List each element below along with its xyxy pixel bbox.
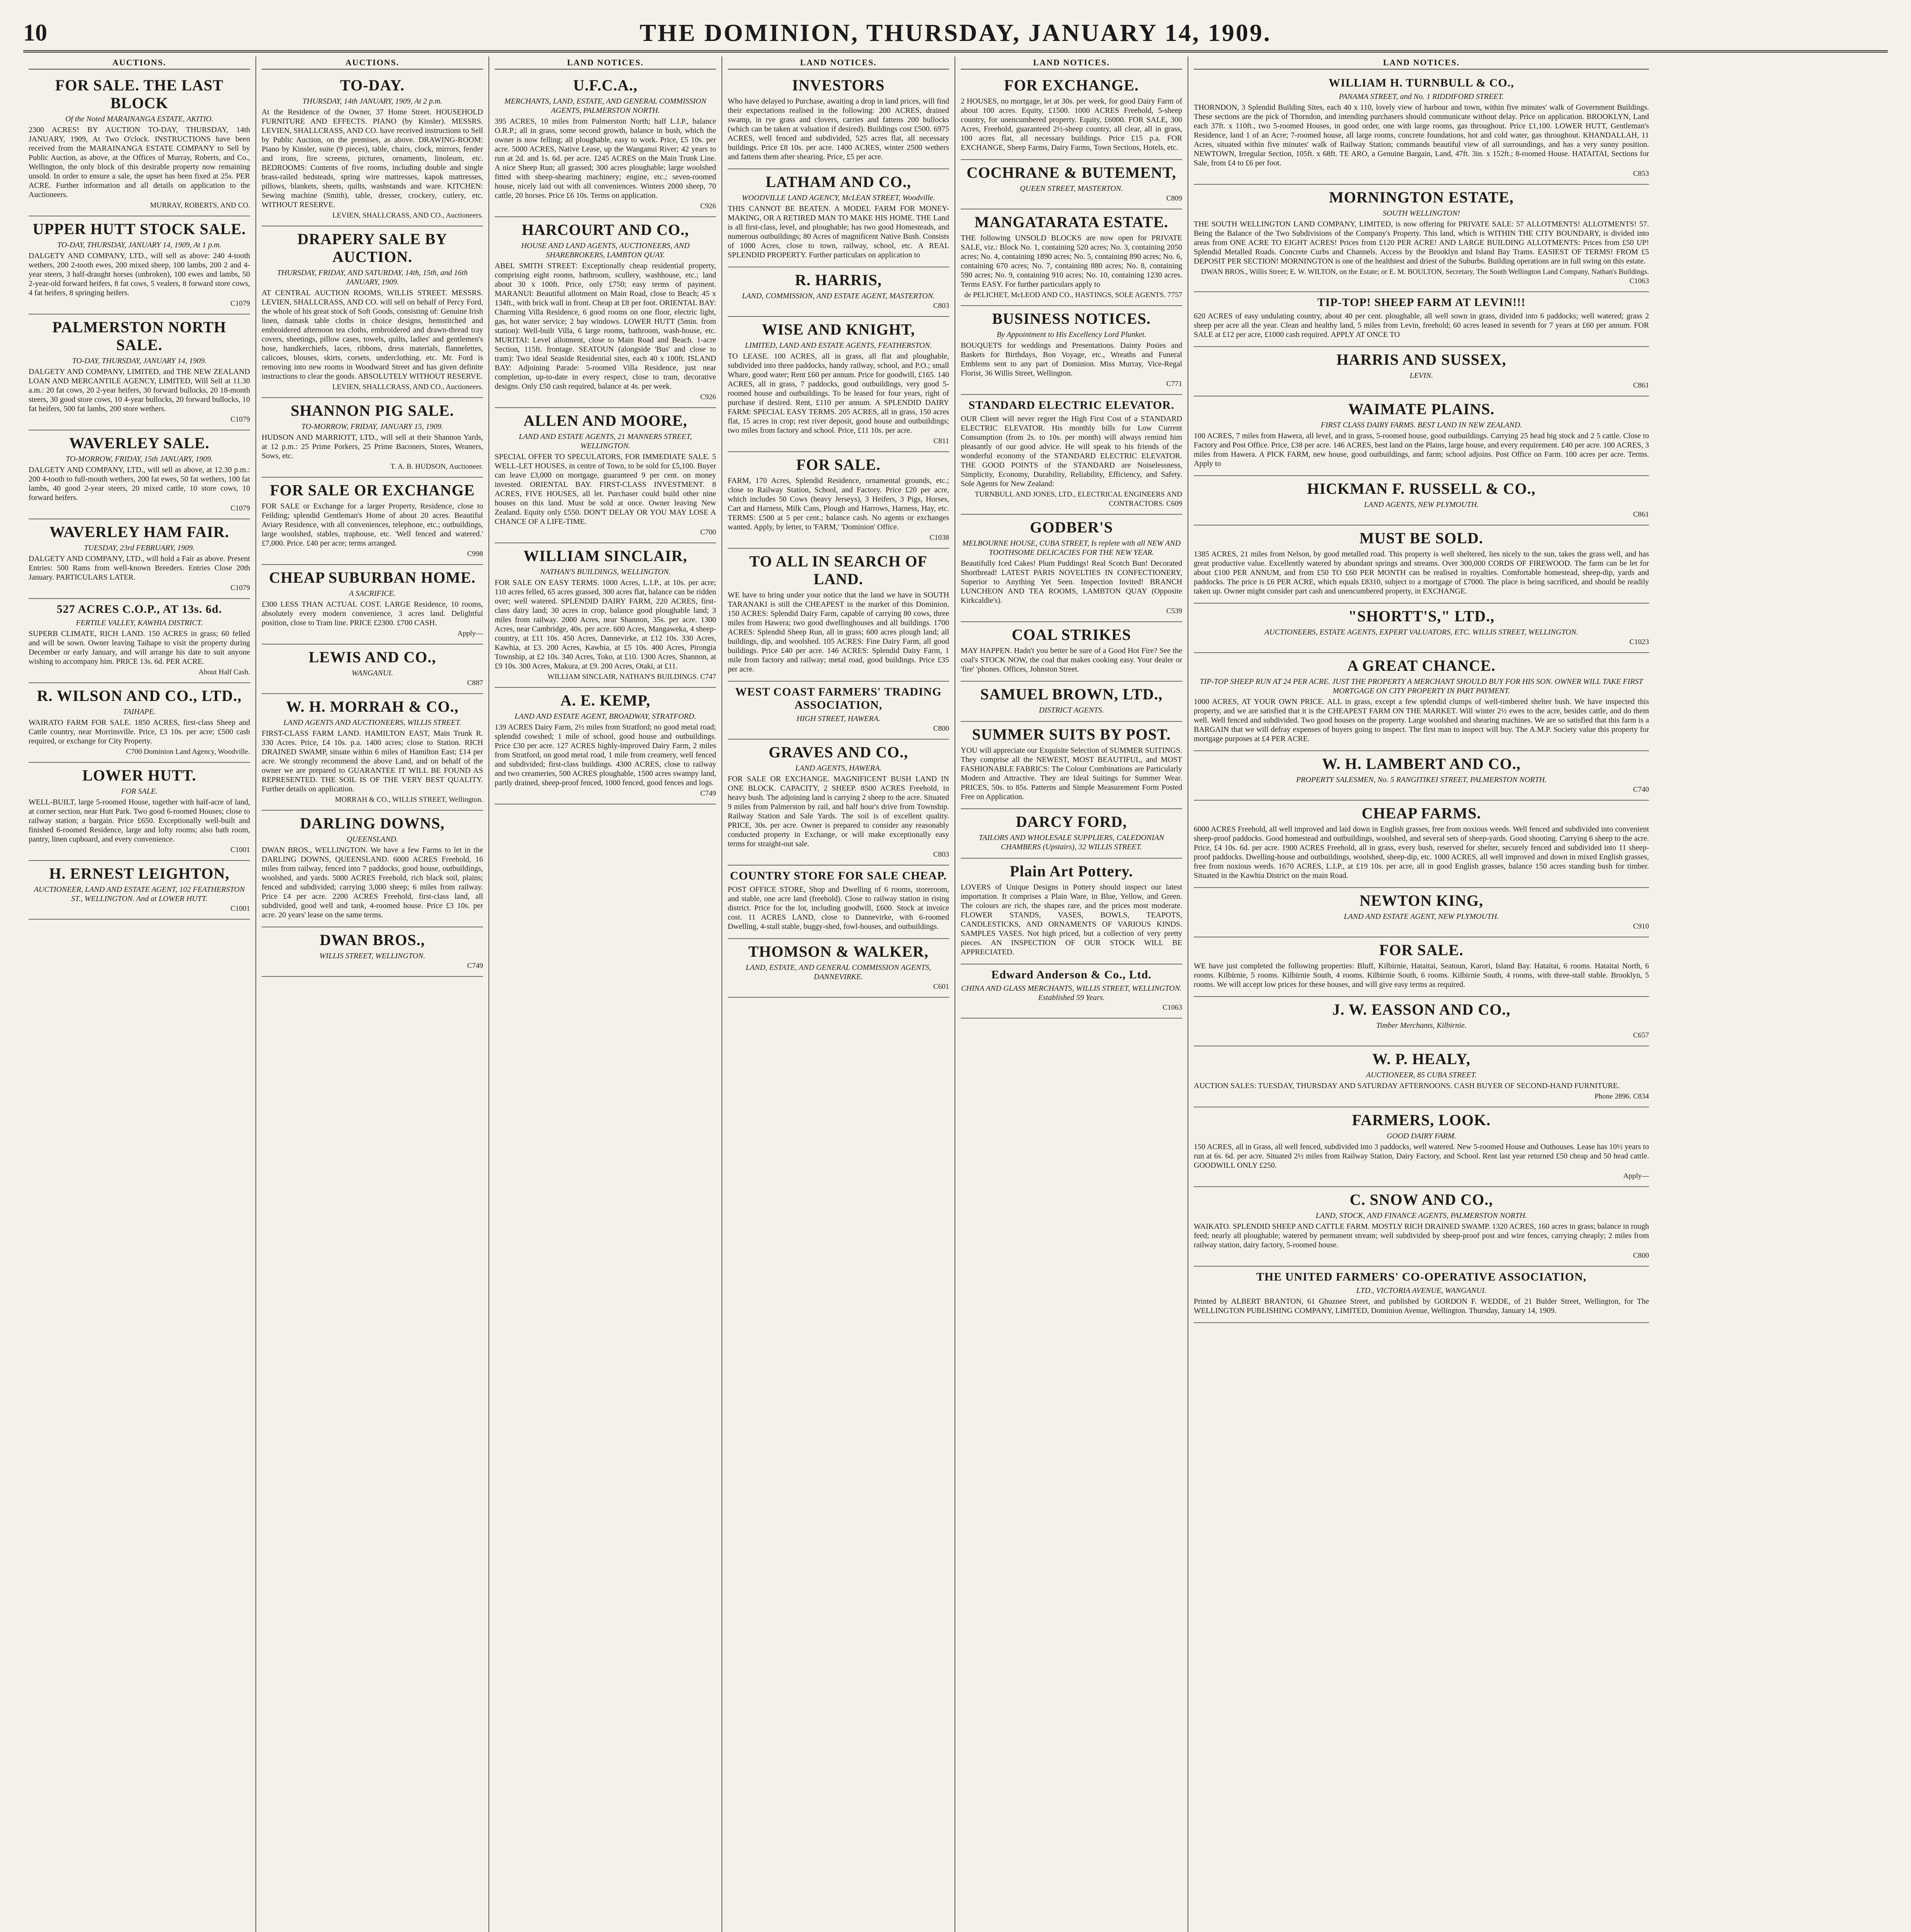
advertisement — [961, 306, 1182, 395]
ad-subtitle: DISTRICT AGENTS. — [1039, 706, 1104, 714]
ad-title: MANGATARATA ESTATE. — [974, 213, 1169, 231]
ad-signature: C601 — [933, 983, 949, 991]
advertisement — [728, 740, 949, 866]
advertisement — [1194, 526, 1649, 604]
ad-signature: C861 — [1633, 381, 1649, 389]
advertisement — [728, 169, 949, 267]
ad-body: WE have to bring under your notice that the land we have in SOUTH TARANAKI is still the CHEAPEST in the market of this Dominion. 150 ACRES: Splendid Dairy Farm, capable of carrying 80 cows, three miles from Hawera; two good dwellinghouses and all buildings. 1700 ACRES: Splendid Sheep Run, all in grass; 600 acres plough land; all buildings, dip, and woolshed. 105 ACRES: Fine Dairy Farm, all good buildings. Price £40 per acre. 146 ACRES: Splendid Dairy Farm, 1 mile from factory and railway; metal road, good buildings. Price £35 per acre. — [728, 591, 949, 673]
ad-signature: About Half Cash. — [198, 668, 250, 676]
advertisement — [29, 216, 250, 315]
ad-subtitle: LAND, COMMISSION, AND ESTATE AGENT, MASTERTON. — [742, 292, 935, 300]
advertisement — [1194, 604, 1649, 653]
advertisement — [728, 452, 949, 549]
ad-signature: C926 — [700, 393, 716, 401]
advertisement — [29, 763, 250, 861]
ad-signature: TURNBULL AND JONES, LTD., ELECTRICAL ENGINEERS AND CONTRACTORS. C609 — [975, 490, 1182, 508]
ad-title: SHANNON PIG SALE. — [291, 402, 454, 419]
ad-body: 6000 ACRES Freehold, all well improved and laid down in English grasses, free from noxious weeds. Well fenced and subdivided into convenient sheep-proof paddocks. Good homestead and outbuildings, woolshed, and several sets of sheep-yards. Good shooting. Carrying 6 sheep to the acre. Price, £4 10s. 6d. per acre. 1900 ACRES Freehold, all in grass, every bush, reserved for shelter, securely fenced and subdivided into 11 sheep-proof paddocks. Dwelling-house and outbuildings, woolshed, sheep-dip, etc. 1000 ACRES, all well improved and down in mixed English grasses, free from noxious weeds. 1670 ACRES, L.I.P., at £19 10s. per acre, all in good English grasses, balance 150 acres standing bush for timber. Situated in the Kawhia District on the main Road. — [1194, 825, 1649, 880]
advertisement — [961, 809, 1182, 859]
ad-subtitle: LAND AND ESTATE AGENTS, 21 MANNERS STREET, WELLINGTON. — [519, 432, 692, 450]
ad-subtitle: TUESDAY, 23rd FEBRUARY, 1909. — [84, 544, 195, 552]
ad-subtitle: TO-MORROW, FRIDAY, JANUARY 15, 1909. — [301, 422, 443, 431]
advertisement — [262, 478, 483, 565]
advertisement — [29, 861, 250, 920]
ad-body: DALGETY AND COMPANY, LTD., will hold a Fair as above. Present Entries: 500 Rams from well-known Breeders. Entries Close 20th January. PARTICULARS LATER. — [29, 554, 250, 582]
advertisement — [29, 430, 250, 519]
advertisement — [495, 688, 716, 804]
ad-subtitle: TIP-TOP SHEEP RUN AT 24 PER ACRE. JUST THE PROPERTY A MERCHANT SHOULD BUY FOR HIS SON. OWNER WILL TAKE FIRST MORTGAGE ON CITY PROPERTY IN PART PAYMENT. — [1200, 677, 1643, 695]
ad-body: 139 ACRES Dairy Farm, 2½ miles from Stratford; no good metal road; splendid cowshed; 1 mile of school, good house and outbuildings. Price £30 per acre. 127 ACRES highly-improved Dairy Farm, 2 miles from Stratford, on good metal road, 1 mile from creamery, well fenced and subdivided; first-class buildings. 4300 ACRES, close to railway and two creameries, 500 ACRES ploughable, 1500 acres swampy land, partly drained, sheep-proof fenced, 1000 fenced, good fences and logs. — [495, 723, 716, 787]
ad-title: INVESTORS — [792, 77, 885, 94]
ad-signature: Apply— — [457, 629, 483, 638]
ad-body: THORNDON, 3 Splendid Building Sites, each 40 x 110, lovely view of harbour and town, within five minutes' walk of Government Buildings. These sections are the pick of Thorndon, and intending purchasers should communicate without delay. Price on application. BROOKLYN, Land each 37ft. x 110ft., two 5-roomed Houses, in good order, one with large rooms, gas throughout. Price £1,100. LOWER HUTT, Gentleman's Residence, land 1 of an Acre; 7-roomed house, all large rooms, concrete foundations, hot and cold water, gas throughout. KHANDALLAH, 11 Acres, situated within five minutes' walk of Railway Station; commands beautiful view of all surroundings, and has a very sunny position. NEWTOWN, Irregular Section, 105ft. x 68ft. TE ARO, a Genuine Bargain, Land, 47ft. 3in. x 152ft.; 8-roomed House. HATAITAI, Sections for Sale, from £4 to £6 per foot. — [1194, 103, 1649, 167]
ad-title: R. HARRIS, — [795, 271, 882, 289]
ad-subtitle: WOODVILLE LAND AGENCY, McLEAN STREET, Woodville. — [742, 194, 935, 202]
ad-signature: C809 — [1166, 194, 1182, 202]
column-heading: LAND NOTICES. — [961, 56, 1182, 70]
advertisement — [1194, 292, 1649, 347]
ad-title: Edward Anderson & Co., Ltd. — [991, 968, 1152, 981]
ad-subtitle: QUEEN STREET, MASTERTON. — [1019, 184, 1123, 193]
ad-subtitle: TO-DAY, THURSDAY, JANUARY 14, 1909. — [72, 357, 207, 365]
advertisement — [961, 859, 1182, 964]
ad-body: DALGETY AND COMPANY, LTD., will sell as above: 240 4-tooth wethers, 200 2-tooth ewes, 200 mixed sheep, 100 lambs, 200 2 and 4-year steers, 3 half-draught horses (unbroken), 100 ewes and lambs, 50 2-year-old forward heifers, 8 fat cows, 5 vealers, 8 forward store cows, 4 fat heifers, 8 springing heifers. — [29, 252, 250, 297]
ad-body: THIS CANNOT BE BEATEN. A MODEL FARM FOR MONEY-MAKING, OR A RETIRED MAN TO MAKE HIS HOME. THE Land is all first-class, level, and ploughable; has two good Homesteads, and numerous outbuildings; 80 Acres of magnificent Native Bush. Consists of 1000 Acres, close to town, railway, school, etc. A REAL SPLENDID PROPERTY. Further particulars on application to — [728, 204, 949, 259]
ad-title: W. H. MORRAH & CO., — [286, 698, 459, 715]
ad-subtitle: TAIHAPE. — [123, 707, 156, 716]
ad-title: TO-DAY. — [340, 77, 405, 94]
ad-signature: C749 — [467, 962, 483, 970]
ad-title: BUSINESS NOTICES. — [992, 310, 1151, 327]
ad-body: 1000 ACRES, AT YOUR OWN PRICE. ALL in grass, except a few splendid clumps of well-timbered shelter bush. We have inspected this property, and we are satisfied that it is the CHEAPEST FARM ON THE MARKET. Will winter 2½ ewes to the acre, besides cattle, and do them well. Well fenced and subdivided. Two good houses on the property. Large woolshed and shearing machines. We are so satisfied that this farm is a BARGAIN that we will defray expenses of buyers going to inspect. The first man to inspect will buy. The A.M.P. Society value this property for mortgage purposes at £4 PER ACRE. — [1194, 697, 1649, 743]
ad-subtitle: TO-DAY, THURSDAY, JANUARY 14, 1909, At 1 p.m. — [57, 241, 221, 249]
advertisement — [495, 217, 716, 408]
advertisement — [262, 811, 483, 927]
ad-title: ALLEN AND MOORE, — [523, 412, 687, 429]
advertisement — [961, 209, 1182, 306]
ad-title: MORNINGTON ESTATE, — [1329, 189, 1514, 206]
advertisement — [728, 549, 949, 682]
ad-signature: C700 — [700, 528, 716, 536]
ad-title: WAVERLEY SALE. — [69, 434, 209, 452]
ad-title: C. SNOW AND CO., — [1349, 1191, 1493, 1208]
ad-subtitle: MELBOURNE HOUSE, CUBA STREET, Is replete with all NEW AND TOOTHSOME DELICACIES FOR THE NEW YEAR. — [962, 539, 1181, 557]
ad-title: LEWIS AND CO., — [308, 648, 436, 666]
ad-title: SUMMER SUITS BY POST. — [972, 726, 1171, 743]
ad-signature: LEVIEN, SHALLCRASS, AND CO., Auctioneers. — [332, 211, 483, 219]
ad-subtitle: LAND AND ESTATE AGENT, NEW PLYMOUTH. — [1344, 912, 1499, 921]
advertisement — [961, 722, 1182, 809]
ad-subtitle: AUCTIONEER, LAND AND ESTATE AGENT, 102 FEATHERSTON ST., WELLINGTON. And at LOWER HUTT. — [34, 885, 245, 903]
ad-body: 620 ACRES of easy undulating country, about 40 per cent. ploughable, all well sown in grass, divided into 6 paddocks; well watered; grass 2 sheep per acre all the year. Clean and healthy land, 5 miles from Levin, freehold; 60 acres leased in seventh for 7 years at £60 per annum. FOR SALE at £12 per acre, £1000 cash required. APPLY AT ONCE TO — [1194, 312, 1649, 339]
ad-title: WILLIAM H. TURNBULL & CO., — [1329, 77, 1514, 89]
ad-title: FOR SALE. — [796, 456, 881, 473]
advertisement — [961, 515, 1182, 622]
advertisement — [1194, 396, 1649, 476]
advertisement — [1194, 185, 1649, 292]
ad-signature: LEVIEN, SHALLCRASS, AND CO., Auctioneers. — [332, 383, 483, 391]
advertisement — [1194, 1046, 1649, 1107]
ad-title: FOR SALE. THE LAST BLOCK — [55, 77, 224, 112]
advertisement — [961, 73, 1182, 160]
ad-title: H. ERNEST LEIGHTON, — [49, 865, 230, 882]
ad-title: GODBER'S — [1030, 519, 1113, 536]
advertisement — [1194, 1107, 1649, 1187]
ad-title: TIP-TOP! SHEEP FARM AT LEVIN!!! — [1317, 296, 1526, 309]
ad-subtitle: THURSDAY, 14th JANUARY, 1909, At 2 p.m. — [302, 97, 442, 105]
column-heading: LAND NOTICES. — [728, 56, 949, 70]
column-heading: AUCTIONS. — [29, 56, 250, 70]
ad-signature: C1079 — [230, 504, 250, 512]
ad-subtitle: HIGH STREET, HAWERA. — [796, 714, 880, 723]
ad-body: MAY HAPPEN. Hadn't you better be sure of a Good Hot Fire? See the coal's STOCK NOW, the coal that makes cooking easy. Your dealer or 'fire' 'phones. Offices, Johnston Street. — [961, 646, 1182, 673]
column-2 — [256, 56, 489, 1932]
advertisement — [728, 682, 949, 740]
ad-subtitle: PROPERTY SALESMEN, No. 5 RANGITIKEI STREET, PALMERSTON NORTH. — [1296, 776, 1547, 784]
ad-title: THOMSON & WALKER, — [748, 943, 929, 960]
ad-subtitle: WILLIS STREET, WELLINGTON. — [319, 952, 425, 960]
advertisement — [495, 73, 716, 217]
ad-subtitle: LAND AGENTS, NEW PLYMOUTH. — [1364, 500, 1479, 509]
ad-title: HARRIS AND SUSSEX, — [1336, 351, 1506, 368]
ad-title: COAL STRIKES — [1012, 626, 1131, 643]
ad-body: Who have delayed to Purchase, awaiting a drop in land prices, will find their expectations realised in the following: 200 ACRES, drained swamp, in rye grass and clovers, carries and fattens 200 bullocks (which can be taken at valuation if desired). Buildings cost £500. 6975 ACRES, well fenced and subdivided, 525 acres flat, all necessary buildings. Price £8 10s. per acre. 1400 ACRES, winter 2500 wethers and fattens them after shearing. Price, £5 per acre. — [728, 97, 949, 161]
advertisement — [1194, 1187, 1649, 1267]
ad-title: SAMUEL BROWN, LTD., — [980, 685, 1163, 703]
advertisement — [495, 408, 716, 543]
page-number: 10 — [23, 19, 47, 46]
ad-title: STANDARD ELECTRIC ELEVATOR. — [968, 399, 1174, 412]
advertisement — [728, 939, 949, 998]
ad-signature: C800 — [933, 724, 949, 733]
ad-body: FOR SALE ON EASY TERMS. 1000 Acres, L.I.P., at 10s. per acre; 110 acres felled, 65 acres grassed, 300 acres flat, balance can be ridden over; well watered. SPLENDID DAIRY FARM, 220 ACRES, first-class dairy land; 30 acres in crop, balance good ploughable land; 3 miles from railway. 2000 Acres, near Shannon, 35s. per acre. 1300 Acres, near Cambridge, 40s. per acre. 600 Acres, Mangaweka, 4 sheep-country, at £11 10s. 450 Acres, Dannevirke, at £12 10s. 330 Acres, Kawhia, at £3. 200 Acres, Kawhia, at £5 10s. 400 Acres, Pirongia Township, at £2 10s. 340 Acres, Toko, at £10. 1300 Acres, Shannon, at £9 10s. 300 Acres, Makura, at £9. 200 Acres, Otaki, at £11. — [495, 578, 716, 670]
ad-signature: C811 — [933, 437, 949, 445]
ad-body: £300 LESS THAN ACTUAL COST. LARGE Residence, 10 rooms, absolutely every modern convenience, 3 acres land. Delightful position, close to Tram line. PRICE £2300. £700 CASH. — [262, 600, 483, 627]
advertisement — [29, 73, 250, 216]
ad-title: J. W. EASSON AND CO., — [1332, 1001, 1511, 1018]
ad-body: DWAN BROS., WELLINGTON. We have a few Farms to let in the DARLING DOWNS, QUEENSLAND. 6000 ACRES Freehold, 16 miles from railway, fenced into 7 paddocks, good house, outbuildings, woolshed, and yards. 5000 ACRES Freehold, rich black soil, plains; fenced and subdivided; carrying 3,000 sheep; 6 miles from railway. Price £4 per acre. 2200 ACRES Freehold, first-class land, all subdivided, good well and tank, 4-roomed house. Price £3 10s. per acre. 20 years' lease on the same terms. — [262, 846, 483, 919]
ad-subtitle: TO-MORROW, FRIDAY, 15th JANUARY, 1909. — [66, 455, 213, 463]
ad-signature: C887 — [467, 679, 483, 687]
ad-title: W. P. HEALY, — [1372, 1050, 1470, 1068]
ad-body: WE have just completed the following properties: Bluff, Kilbirnie, Hataitai, Seatoun, Karori, Island Bay. Hataitai, 6 rooms. Hataitai North, 6 rooms. Kilbirnie, 5 rooms. Kilbirnie South, 4 rooms. Kilbirnie South, 6 rooms. Kilbirnie South, 4 rooms, with three-stall stable. Brooklyn, 5 rooms. We will accept low prices for these houses, and will give easy terms as required. — [1194, 962, 1649, 989]
ad-body: FOR SALE OR EXCHANGE. MAGNIFICENT BUSH LAND IN ONE BLOCK. CAPACITY, 2 SHEEP. 8500 ACRES Freehold, in heavy bush. The adjoining land is carrying 2 sheep to the acre. Situated 9 miles from Palmerston by rail, and half hour's drive from Township. Railway Station and Sale Yards. The soil is of excellent quality. PRICE, 30s. per acre. Owner is prepared to consider any reasonably conducted property in Exchange, or will make exceptionally easy terms for straight-out sale. — [728, 775, 949, 848]
column-heading: LAND NOTICES. — [1194, 56, 1649, 70]
ad-title: DARLING DOWNS, — [300, 815, 445, 832]
ad-body: FARM, 170 Acres, Splendid Residence, ornamental grounds, etc.; close to Railway Station, School, and Factory. Price £20 per acre, which includes 50 Cows (heavy Jerseys), 3 Heifers, 3 Pigs, Horses, Cart and Harness, Milk Cans, Plough and Harrows, Harness, Hay, etc. TERMS: £500 at 5 per cent.; balance cash. No agents or exchanges wanted. Apply, by letter, to 'FARM,' 'Dominion' Office. — [728, 476, 949, 531]
ad-title: FOR SALE. — [1379, 941, 1463, 959]
ad-body: 150 ACRES, all in Grass, all well fenced, subdivided into 3 paddocks, well watered. New 5-roomed House and Outhouses. Lease has 10½ years to run at 6s. 6d. per acre. Situated 2½ miles from Railway Station, Dairy Factory, and School. Rent last year returned £50 cheap and 50 head cattle. GOODWILL ONLY £250. — [1194, 1143, 1649, 1170]
advertisement — [728, 73, 949, 169]
ad-body: LOVERS of Unique Designs in Pottery should inspect our latest importation. It comprises a Plain Ware, in Blue, Yellow, and Green. The colours are rich, the shapes rare, and the prices most moderate. FLOWER STANDS, VASES, BOWLS, TEAPOTS, CANDLESTICKS, AND ORNAMENTS OF VARIOUS KINDS. SAMPLES VASES. Not high priced, but a collection of very pretty pieces. AN INSPECTION OF OUR STOCK WILL BE APPRECIATED. — [961, 883, 1182, 956]
ad-body: POST OFFICE STORE, Shop and Dwelling of 6 rooms, storeroom, and stable, one acre land (freehold). Close to railway station in rising district. Price for the lot, including goodwill, £600. Stock at invoice cost. 11 ACRES LAND, close to Dannevirke, with 6-roomed Dwelling, 4-stall stable, buggy-shed, fowl-houses, and outbuildings. — [728, 885, 949, 931]
columns — [23, 56, 1888, 1932]
newspaper-title: THE DOMINION, THURSDAY, JANUARY 14, 1909. — [640, 19, 1271, 46]
ad-body: THE SOUTH WELLINGTON LAND COMPANY, LIMITED, is now offering for PRIVATE SALE: 57 ALLOTMENTS! ALLOTMENTS! 57. Being the Balance of the Two Subdivisions of the Company's Property. This land, which is WITHIN THE CITY BOUNDARY, is divided into areas from ONE ACRE TO EIGHT ACRES! Prices from £120 PER ACRE! AND LARGE BUILDING ALLOTMENTS: Prices from £50 UP! Splendid Metalled Roads. Concrete Curbs and Channels. Access by the Brooklyn and Island Bay Trams. EASIEST OF TERMS! FROM £5 DEPOSIT PER SECTION! MORNINGTON is one of the healthiest and driest of the Suburbs. Building operations are in full swing on this estate. — [1194, 220, 1649, 265]
ad-body: BOUQUETS for weddings and Presentations. Dainty Posies and Baskets for Birthdays, Bon Voyage, etc., Wreaths and Funeral Emblems sent to any part of Dominion. Miss Murray, Vice-Regal Florist, 36 Willis Street, Wellington. — [961, 341, 1182, 378]
ad-signature: MORRAH & CO., WILLIS STREET, Wellington. — [335, 796, 483, 804]
ad-signature: C1001 — [230, 905, 250, 913]
ad-signature: MURRAY, ROBERTS, AND CO. — [150, 201, 250, 209]
ad-body: SPECIAL OFFER TO SPECULATORS, FOR IMMEDIATE SALE. 5 WELL-LET HOUSES, in centre of Town, to be sold for £5,100. Buyer can leave £3,000 on mortgage, guaranteed 9 per cent. on money invested. ORIENTAL BAY. FIRST-CLASS INVESTMENT. 8 ACRES, FIVE HOUSES, all let. Purchaser could build other nine houses on this land. Must be sold at once. Owner leaving New Zealand. Equity only £550. DON'T DELAY OR YOU MAY LOSE A CHANCE OF A LIFE-TIME. — [495, 452, 716, 526]
ad-signature: C771 — [1166, 380, 1182, 388]
ad-title: MUST BE SOLD. — [1359, 529, 1484, 547]
advertisement — [1194, 751, 1649, 801]
advertisement — [262, 645, 483, 694]
advertisement — [262, 694, 483, 811]
ad-title: HICKMAN F. RUSSELL & CO., — [1307, 480, 1536, 497]
ad-title: Plain Art Pottery. — [1009, 862, 1133, 880]
ad-body: ABEL SMITH STREET: Exceptionally cheap residential property, comprising eight rooms, bathroom, scullery, washhouse, etc.; land about 30 x 100ft. Price, only £750; easy terms of payment. MARANUI: Beautiful allotment on Main Road, close to Beach; 45 x 134ft., with brick wall in front. Cheap at £8 per foot. ORIENTAL BAY: Charming Villa Residence, 6 good rooms on one floor, electric light, gas, hot water service; 2 bay windows. LOWER HUTT (5min. from station): Well-built Villa, 6 large rooms, bathroom, wash-house, etc. MURITAI: Level allotment, close to Main Road and Beach. 1-acre Section, 115ft. frontage. SEATOUN (alongside 'Bus' and close to tram): Two ideal Seaside Residential sites, each 40 x 100ft. ISLAND BAY: Adjoining Parade: 5-roomed Villa Residence, just near completion, up-to-date in every respect, close to tram, decorative designs. Only £50 cash required, balance at 4s. per week. — [495, 262, 716, 391]
ad-title: TO ALL IN SEARCH OF LAND. — [749, 553, 927, 588]
ad-body: DALGETY AND COMPANY, LIMITED, and THE NEW ZEALAND LOAN AND MERCANTILE AGENCY, LIMITED, Will Sell at 11.30 a.m.: 20 fat cows, 20 2-year heifers, 30 forward bullocks, 20 18-month steers, 30 good store cows, 10 4-year bullocks, 20 forward bullocks, 10 fat heifers, 500 fat lambs, 200 store wethers. — [29, 367, 250, 413]
ad-signature: C803 — [933, 302, 949, 310]
ad-subtitle: LAND AGENTS, HAWERA. — [795, 764, 882, 772]
ad-body: 2 HOUSES, no mortgage, let at 30s. per week, for good Dairy Farm of about 100 acres. Equity, £1500. 1000 ACRES Freehold, 5-sheep country, for unencumbered property. Equity, £6000. FOR SALE, 300 Acres, Freehold, guaranteed 2½-sheep country, all clear, all in grass, 100 acres flat, all necessary buildings. Price £15 p.a. FOR EXCHANGE, Sheep Farms, Dairy Farms, Town Sections, Hotels, etc. — [961, 97, 1182, 152]
ad-title: W. H. LAMBERT AND CO., — [1322, 755, 1521, 772]
ad-subtitle: AUCTIONEER, 85 CUBA STREET. — [1366, 1071, 1477, 1079]
ad-title: FOR EXCHANGE. — [1004, 77, 1139, 94]
advertisement — [1194, 1267, 1649, 1323]
ad-subtitle: HOUSE AND LAND AGENTS, AUCTIONEERS, AND SHAREBROKERS, LAMBTON QUAY. — [521, 242, 690, 259]
ad-body: SUPERB CLIMATE, RICH LAND. 150 ACRES in grass; 60 felled and will be sown. Owner leaving Taihape to visit the property during December or early January, and will arrange his date to suit anyone wishing to accompany him. PRICE 13s. 6d. PER ACRE. — [29, 629, 250, 666]
ad-title: LATHAM AND CO., — [766, 173, 911, 190]
advertisement — [728, 317, 949, 452]
ad-body: At the Residence of the Owner, 37 Home Street. HOUSEHOLD FURNITURE AND EFFECTS. PIANO (by Kinsler). MESSRS. LEVIEN, SHALLCRASS, AND CO. have received instructions to Sell by Public Auction, on the premises, as above. DRAWING-ROOM: Piano by Kinsler, suite (9 pieces), table, chairs, clock, mirrors, fender and irons, fire screens, pictures, ornaments, linoleum, etc. BEDROOMS: Contents of five rooms, including double and single brass-railed bedsteads, spring wire mattresses, kapok mattresses, pillows, blankets, sheets, quilts, washstands and ware. KITCHEN: Sewing machine (Smith), table, dresser, crockery, cutlery, etc. WITHOUT RESERVE. — [262, 108, 483, 209]
ad-title: CHEAP FARMS. — [1361, 804, 1481, 822]
ad-body: Printed by ALBERT BRANTON, 61 Ghuznee Street, and published by GORDON F. WEDDE, of 21 Bulder Street, Wellington, for The WELLINGTON PUBLISHING COMPANY, LIMITED, Dominion Avenue, Wellington. Thursday, January 14, 1909. — [1194, 1297, 1649, 1315]
ad-title: WAVERLEY HAM FAIR. — [49, 523, 230, 541]
ad-title: DWAN BROS., — [320, 931, 425, 949]
ad-title: PALMERSTON NORTH SALE. — [52, 318, 226, 354]
ad-title: GRAVES AND CO., — [769, 743, 908, 761]
ad-title: COUNTRY STORE FOR SALE CHEAP. — [730, 869, 947, 882]
ad-body: FIRST-CLASS FARM LAND. HAMILTON EAST, Main Trunk R. 330 Acres. Price, £4 10s. p.a. 1400 acres; close to Station. RICH DRAINED SWAMP, situate within 6 miles of Hamilton East; £14 per acre. We strongly recommend the above Land, and on behalf of the owner we are prepared to GUARANTEE IT WILL BE FOUND AS REPRESENTED. THE SOIL IS OF THE VERY BEST QUALITY. Further details on application. — [262, 729, 483, 793]
ad-subtitle: MERCHANTS, LAND, ESTATE, AND GENERAL COMMISSION AGENTS, PALMERSTON NORTH. — [504, 97, 706, 115]
ad-subtitle: QUEENSLAND. — [347, 835, 398, 844]
ad-title: WILLIAM SINCLAIR, — [523, 547, 687, 565]
column-4 — [722, 56, 955, 1932]
ad-title: R. WILSON AND CO., LTD., — [37, 687, 242, 704]
ad-body: 1385 ACRES, 21 miles from Nelson, by good metalled road. This property is well sheltered, lies nicely to the sun, takes the grass well, and has great productive value. Excellently watered by abundant springs and streams. Over 300,000 CORDS OF FIREWOOD. The farm can be let for about £100 PER ANNUM, and from £50 TO £60 PER MONTH can be realised in royalties. Comfortable homestead, sheep-dip, yards and paddocks. The price is £6 PER ACRE, which equals £8310, subject to a mortgage of £7000. The place is being sacrificed, and should be readily taken up. Owner might consider part cash and unencumbered property, in EXCHANGE. — [1194, 550, 1649, 595]
ad-body: FOR SALE or Exchange for a larger Property, Residence, close to Feilding; splendid Gentleman's Home of about 20 acres. Beautiful Aviary Residence, with all conveniences, telephone, etc.; outbuildings, large woolshed, stables, traphouse, etc. 'Well fenced and watered.' £7,000. Price. £40 per acre; terms arranged. — [262, 502, 483, 548]
ad-title: A. E. KEMP, — [560, 692, 650, 709]
ad-subtitle: AUCTIONEERS, ESTATE AGENTS, EXPERT VALUATORS, ETC. WILLIS STREET, WELLINGTON. — [1264, 628, 1578, 636]
advertisement — [961, 160, 1182, 209]
ad-title: FARMERS, LOOK. — [1352, 1111, 1491, 1129]
ad-subtitle: NATHAN'S BUILDINGS, WELLINGTON. — [540, 568, 671, 576]
ad-body: 395 ACRES, 10 miles from Palmerston North; half L.I.P., balance O.R.P.; all in grass, some second growth, balance in bush, which the owner is now felling; all ploughable, easy to work. Price, £5 10s. per acre. 5000 ACRES, Native Lease, up the Wanganui River; 42 years to run at 2d. and 1s. 6d. per acre. 1245 ACRES on the Main Trunk Line. A nice Sheep Run; all grassed; 300 acres ploughable; large woolshed fitted with sheep-shearing machinery; engine, etc.; seven-roomed house, nicely laid out with all conveniences. Winters 2000 sheep, 70 cattle, 20 horses. Price £6 10s. Terms on application. — [495, 117, 716, 200]
column-1 — [23, 56, 256, 1932]
ad-subtitle: LAND, ESTATE, AND GENERAL COMMISSION AGENTS, DANNEVIRKE. — [745, 963, 931, 981]
ad-body: HUDSON AND MARRIOTT, LTD., will sell at their Shannon Yards, at 12 p.m.: 25 Prime Porkers, 25 Prime Baconers, Stores, Weaners, Sows, etc. — [262, 433, 483, 460]
ad-signature: T. A. B. HUDSON, Auctioneer. — [390, 463, 483, 471]
ad-title: DRAPERY SALE BY AUCTION. — [297, 230, 448, 265]
ad-subtitle: LIMITED, LAND AND ESTATE AGENTS, FEATHERSTON. — [745, 341, 932, 350]
advertisement — [262, 565, 483, 645]
ad-subtitle: SOUTH WELLINGTON! — [1382, 209, 1460, 218]
ad-subtitle: THURSDAY, FRIDAY, AND SATURDAY, 14th, 15th, and 16th JANUARY, 1909. — [277, 269, 468, 286]
ad-subtitle: CHINA AND GLASS MERCHANTS, WILLIS STREET, WELLINGTON. Established 59 Years. — [961, 984, 1182, 1002]
ad-title: 527 ACRES C.O.P., AT 13s. 6d. — [56, 603, 222, 616]
ad-title: HARCOURT AND CO., — [522, 221, 689, 238]
advertisement — [728, 267, 949, 317]
ad-subtitle: LAND, STOCK, AND FINANCE AGENTS, PALMERSTON NORTH. — [1315, 1211, 1527, 1220]
ad-subtitle: WANGANUI. — [352, 669, 393, 677]
ad-subtitle: LAND AND ESTATE AGENT, BROADWAY, STRATFORD. — [514, 712, 696, 721]
column-heading: LAND NOTICES. — [495, 56, 716, 70]
ad-body: AT CENTRAL AUCTION ROOMS, WILLIS STREET. MESSRS. LEVIEN, SHALLCRASS, AND CO. will sell on behalf of Percy Ford, the whole of his great stock of Soft Goods, consisting of: Genuine Irish linen, damask table cloths in choice designs, hemstitched and embroidered afternoon tea cloths, embroidered and drawn-thread tray covers, sheetings, pillow cases, towels, quilts, ladies' and gentlemen's hose, handkerchiefs, laces, ribbons, dress materials, flannelettes, calicoes, blouses, skirts, corsets, underclothing, etc. Mr. Ford is removing into new rooms in Woodward Street and has given definite instructions to clear the goods. ABSOLUTELY WITHOUT RESERVE. — [262, 289, 483, 381]
advertisement — [961, 395, 1182, 515]
ad-title: WAIMATE PLAINS. — [1348, 400, 1495, 418]
ad-subtitle: TAILORS AND WHOLESALE SUPPLIERS, CALEDONIAN CHAMBERS (Upstairs), 32 WILLIS STREET. — [978, 833, 1164, 851]
ad-signature: C926 — [700, 202, 716, 210]
ad-signature: C800 — [1633, 1252, 1649, 1260]
ad-body: WAIKATO. SPLENDID SHEEP AND CATTLE FARM. MOSTLY RICH DRAINED SWAMP. 1320 ACRES, 160 acres in grass; balance in rough feed; nearly all ploughable; watered by permanent stream; well subdivided by sheep-proof post and wire fences, carrying cheaply; 2 miles from railway station, dairy factory, 5-roomed house. — [1194, 1222, 1649, 1249]
ad-title: LOWER HUTT. — [82, 767, 196, 784]
column-wide — [1188, 56, 1654, 1932]
ad-title: NEWTON KING, — [1359, 892, 1484, 909]
ad-body: WELL-BUILT, large 5-roomed House, together with half-acre of land, at corner section, near Hutt Park. Two good 6-roomed Houses; close to railway station; a bargain. Price £650. Exceptionally well-built and finished 6-roomed Residence, large and lofty rooms; also bath room, pantry, linen cupboard, and every convenience. — [29, 798, 250, 844]
advertisement — [29, 599, 250, 683]
ad-signature: C700 Dominion Land Agency, Woodville. — [126, 748, 250, 756]
ad-body: DALGETY AND COMPANY, LTD., will sell as above, at 12.30 p.m.: 200 4-tooth to full-mouth wethers, 200 fat ewes, 50 fat wethers, 100 fat lambs, 40 good 2-year steers, 20 mixed cattle, 10 store cows, 10 forward heifers. — [29, 466, 250, 502]
advertisement — [961, 622, 1182, 682]
ad-signature: C1079 — [230, 299, 250, 308]
ad-title: U.F.C.A., — [573, 77, 638, 94]
ad-body: 2300 ACRES! BY AUCTION TO-DAY, THURSDAY, 14th JANUARY, 1909, At Two O'clock. INSTRUCTIONS have been received from the MARAINANGA ESTATE COMPANY to Sell by Public Auction, as above, at the Offices of Murray, Roberts, and Co., Wellington, the only block of this desirable property now remaining unsold. In order to ensure a sale, the upset has been fixed at 25s. PER ACRE. Further information and all details on application to the Auctioneers. — [29, 126, 250, 199]
ad-subtitle: LTD., VICTORIA AVENUE, WANGANUI. — [1356, 1286, 1487, 1295]
ad-subtitle: FIRST CLASS DAIRY FARMS. BEST LAND IN NEW ZEALAND. — [1321, 421, 1522, 429]
ad-title: DARCY FORD, — [1016, 813, 1127, 830]
ad-signature: C1063 — [1162, 1003, 1182, 1012]
ad-title: "SHORTT'S," LTD., — [1348, 607, 1495, 625]
ad-subtitle: GOOD DAIRY FARM. — [1387, 1132, 1456, 1140]
advertisement — [29, 315, 250, 430]
ad-body: THE following UNSOLD BLOCKS are now open for PRIVATE SALE, viz.: Block No. 1, containing 520 acres; No. 3, containing 2050 acres; No. 4, containing 1890 acres; No. 5, containing 890 acres; No. 6, containing 670 acres; No. 7, containing 880 acres; No. 8, containing 590 acres; No. 9, containing 910 acres; No. 10, containing 1230 acres. Terms EASY. For further particulars apply to — [961, 234, 1182, 289]
ad-body: OUR Client will never regret the High First Cost of a STANDARD ELECTRIC ELEVATOR. His monthly bills for Low Current Consumption (from 2s. to 10s. per month) will always remind him pleasantly of our good advice. He will speak to his friends of the wonderful economy of the STANDARD ELECTRIC ELEVATOR. THE GOOD POINTS of the STANDARD are Noiselessness, Simplicity, Economy, Durability, Reliability, Efficiency, and Safety. Sole Agents for New Zealand: — [961, 415, 1182, 488]
ad-subtitle: By Appointment to His Excellency Lord Plunket. — [996, 330, 1147, 339]
ad-signature: C998 — [467, 550, 483, 558]
column-5 — [955, 56, 1188, 1932]
ad-signature: C803 — [933, 850, 949, 859]
ad-subtitle: LAND AGENTS AND AUCTIONEERS, WILLIS STREET. — [283, 718, 461, 727]
ad-signature: C861 — [1633, 510, 1649, 519]
ad-subtitle: A SACRIFICE. — [349, 589, 396, 598]
advertisement — [1194, 997, 1649, 1046]
ad-signature: C1079 — [230, 584, 250, 592]
ad-signature: C1001 — [230, 846, 250, 854]
column-3 — [489, 56, 722, 1932]
ad-signature: Phone 2896. C834 — [1594, 1092, 1649, 1100]
advertisement — [961, 964, 1182, 1019]
ad-subtitle: Of the Noted MARAINANGA ESTATE, AKITIO. — [65, 115, 214, 123]
ad-subtitle: Timber Merchants, Kilbirnie. — [1376, 1021, 1467, 1030]
advertisement — [262, 73, 483, 226]
ad-signature: de PELICHET, McLEOD AND CO., HASTINGS, SOLE AGENTS. 7757 — [964, 291, 1182, 299]
advertisement — [495, 543, 716, 688]
ad-body: WAIRATO FARM FOR SALE. 1850 ACRES, first-class Sheep and Cattle country, near Morrinsville. Price, £3 10s. per acre; £500 cash required, or exchange for City Property. — [29, 718, 250, 745]
ad-title: THE UNITED FARMERS' CO-OPERATIVE ASSOCIATION, — [1256, 1270, 1587, 1283]
advertisement — [1194, 653, 1649, 751]
ad-title: WEST COAST FARMERS' TRADING ASSOCIATION, — [735, 685, 942, 711]
ad-signature: C749 — [700, 789, 716, 798]
ad-signature: C1023 — [1629, 638, 1649, 646]
advertisement — [29, 683, 250, 763]
ad-title: CHEAP SUBURBAN HOME. — [269, 569, 476, 586]
advertisement — [961, 682, 1182, 722]
advertisement — [262, 398, 483, 478]
masthead — [23, 15, 1888, 53]
advertisement — [1194, 73, 1649, 185]
advertisement — [262, 927, 483, 977]
ad-signature: C1079 — [230, 415, 250, 423]
ad-body: YOU will appreciate our Exquisite Selection of SUMMER SUITINGS. They comprise all the NEWEST, MOST BEAUTIFUL, and MOST FASHIONABLE FABRICS: The Colour Combinations are Particularly Modern and Attractive. They are Ideal Suitings for Summer Wear. PRICES, 50s. to 85s. Patterns and Simple Measurement Form Posted Free on Application. — [961, 746, 1182, 801]
advertisement — [262, 226, 483, 398]
advertisement — [1194, 801, 1649, 888]
ad-signature: C910 — [1633, 922, 1649, 930]
ad-signature: Apply— — [1623, 1172, 1649, 1180]
ad-title: COCHRANE & BUTEMENT, — [967, 164, 1176, 181]
ad-signature: C539 — [1166, 607, 1182, 615]
ad-subtitle: PANAMA STREET, and No. 1 RIDDIFORD STREET. — [1339, 92, 1504, 101]
ad-subtitle: LEVIN. — [1409, 371, 1433, 380]
ad-signature: WILLIAM SINCLAIR, NATHAN'S BUILDINGS. C747 — [547, 673, 716, 681]
advertisement — [29, 519, 250, 599]
advertisement — [1194, 937, 1649, 997]
ad-signature: C1038 — [929, 534, 949, 542]
ad-subtitle: FOR SALE. — [121, 787, 158, 796]
ad-body: Beautifully Iced Cakes! Plum Puddings! Real Scotch Bun! Decorated Shortbread! LATEST PARIS NOVELTIES IN CONFECTIONERY, Superior to Anything Yet Seen. Inspection Invited! BRANCH LUNCHEON AND TEA ROOMS, LAMBTON QUAY (Opposite Kirkcaldie's). — [961, 559, 1182, 605]
ad-title: UPPER HUTT STOCK SALE. — [32, 220, 246, 238]
advertisement — [1194, 347, 1649, 396]
ad-body: AUCTION SALES: TUESDAY, THURSDAY AND SATURDAY AFTERNOONS. CASH BUYER OF SECOND-HAND FURNITURE. — [1194, 1082, 1620, 1090]
ad-signature: C657 — [1633, 1031, 1649, 1039]
ad-body: 100 ACRES, 7 miles from Hawera, all level, and in grass, 5-roomed house, good outbuildings. Carrying 25 head big stock and 2 5 cattle. Close to Factory and Post Office. Price, £38 per acre. 146 ACRES, best land on the Plains, large house, and every requirement. £40 per acre. 100 ACRES, 3 miles from Hawera. A PICK FARM, new house, good outbuildings, and farm; school adjoins. Post Office on Farm. 100 acres per acre. Terms. Apply to — [1194, 432, 1649, 468]
ad-body: TO LEASE. 100 ACRES, all in grass, all flat and ploughable, subdivided into three paddocks, handy railway, school, and P.O.; small Whare, good water; Rent £60 per annum. Price for goodwill, £165. 140 ACRES, all in grass, 7 paddocks, good outbuildings, very good 5-roomed house and outbuildings. To be leased for four years, right of purchase if desired. Rent, £110 per annum. A SPLENDID DAIRY FARM: SPECIAL EASY TERMS. 205 ACRES, all in grass, 150 acres flat, 15 acres in crop; rest river deposit, good house and outbuildings; two miles from factory and school. Price, £11 10s. per acre. — [728, 352, 949, 435]
ad-title: WISE AND KNIGHT, — [762, 321, 915, 338]
ad-title: FOR SALE OR EXCHANGE — [270, 481, 475, 499]
ad-signature: C740 — [1633, 786, 1649, 794]
advertisement — [728, 866, 949, 939]
ad-subtitle: FERTILE VALLEY, KAWHIA DISTRICT. — [76, 619, 203, 627]
ad-signature: C853 — [1633, 170, 1649, 178]
advertisement — [1194, 888, 1649, 937]
advertisement — [1194, 476, 1649, 526]
ad-title: A GREAT CHANCE. — [1347, 657, 1496, 674]
column-heading: AUCTIONS. — [262, 56, 483, 70]
ad-signature: DWAN BROS., Willis Street; E. W. WILTON, on the Estate; or E. M. BOULTON, Secretary, The South Wellington Land Company, Nathan's Buildings. C1063 — [1201, 268, 1649, 285]
